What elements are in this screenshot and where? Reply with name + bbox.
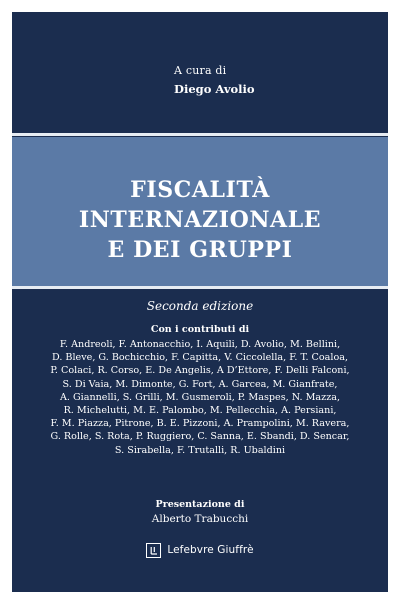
publisher-name: Lefebvre Giuffrè (167, 544, 254, 556)
title-line-3: E DEI GRUPPI (107, 237, 293, 263)
presentation-label: Presentazione di (155, 499, 245, 510)
contributors-list (12, 338, 388, 457)
contributors-line: G. Rolle, S. Rota, P. Ruggiero, C. Sanna, E. Sbandi, D. Sencar, (50, 431, 350, 443)
edition-label: Seconda edizione (146, 299, 254, 313)
editor-prefix: A cura di (174, 64, 227, 77)
editor-name: Diego Avolio (174, 82, 255, 96)
presentation-author: Alberto Trabucchi (151, 513, 249, 525)
contributors-line: A. Giannelli, S. Grilli, M. Gusmeroli, P. Maspes, N. Mazza, (59, 391, 341, 403)
contributors-line: D. Bleve, G. Bochicchio, F. Capitta, V. Ciccolella, F. T. Coaloa, (51, 352, 348, 364)
contributors-line: S. Di Vaia, M. Dimonte, G. Fort, A. Garcea, M. Gianfrate, (62, 378, 338, 390)
editor-block (174, 64, 255, 97)
publisher-logo-icon (146, 543, 161, 558)
book-cover (12, 12, 388, 592)
publisher (12, 543, 388, 558)
title-band (12, 137, 388, 286)
title-line-1: FISCALITÀ (130, 177, 270, 203)
contributors-line: F. M. Piazza, Pitrone, B. E. Pizzoni, A. Prampolini, M. Ravera, (50, 418, 350, 430)
title-line-2: INTERNAZIONALE (78, 207, 322, 233)
contributors-line: R. Michelutti, M. E. Palombo, M. Pellecchia, A. Persiani, (63, 405, 337, 417)
contributors-line: S. Sirabella, F. Trutalli, R. Ubaldini (114, 444, 286, 456)
title-band-top-border (12, 133, 388, 136)
contributors-label: Con i contributi di (150, 324, 250, 335)
contributors-line: F. Andreoli, F. Antonacchio, I. Aquili, D. Avolio, M. Bellini, (59, 339, 341, 350)
contributors-line: P. Colaci, R. Corso, E. De Angelis, A D’Ettore, F. Delli Falconi, (50, 365, 350, 377)
title-band-bottom-border (12, 286, 388, 289)
